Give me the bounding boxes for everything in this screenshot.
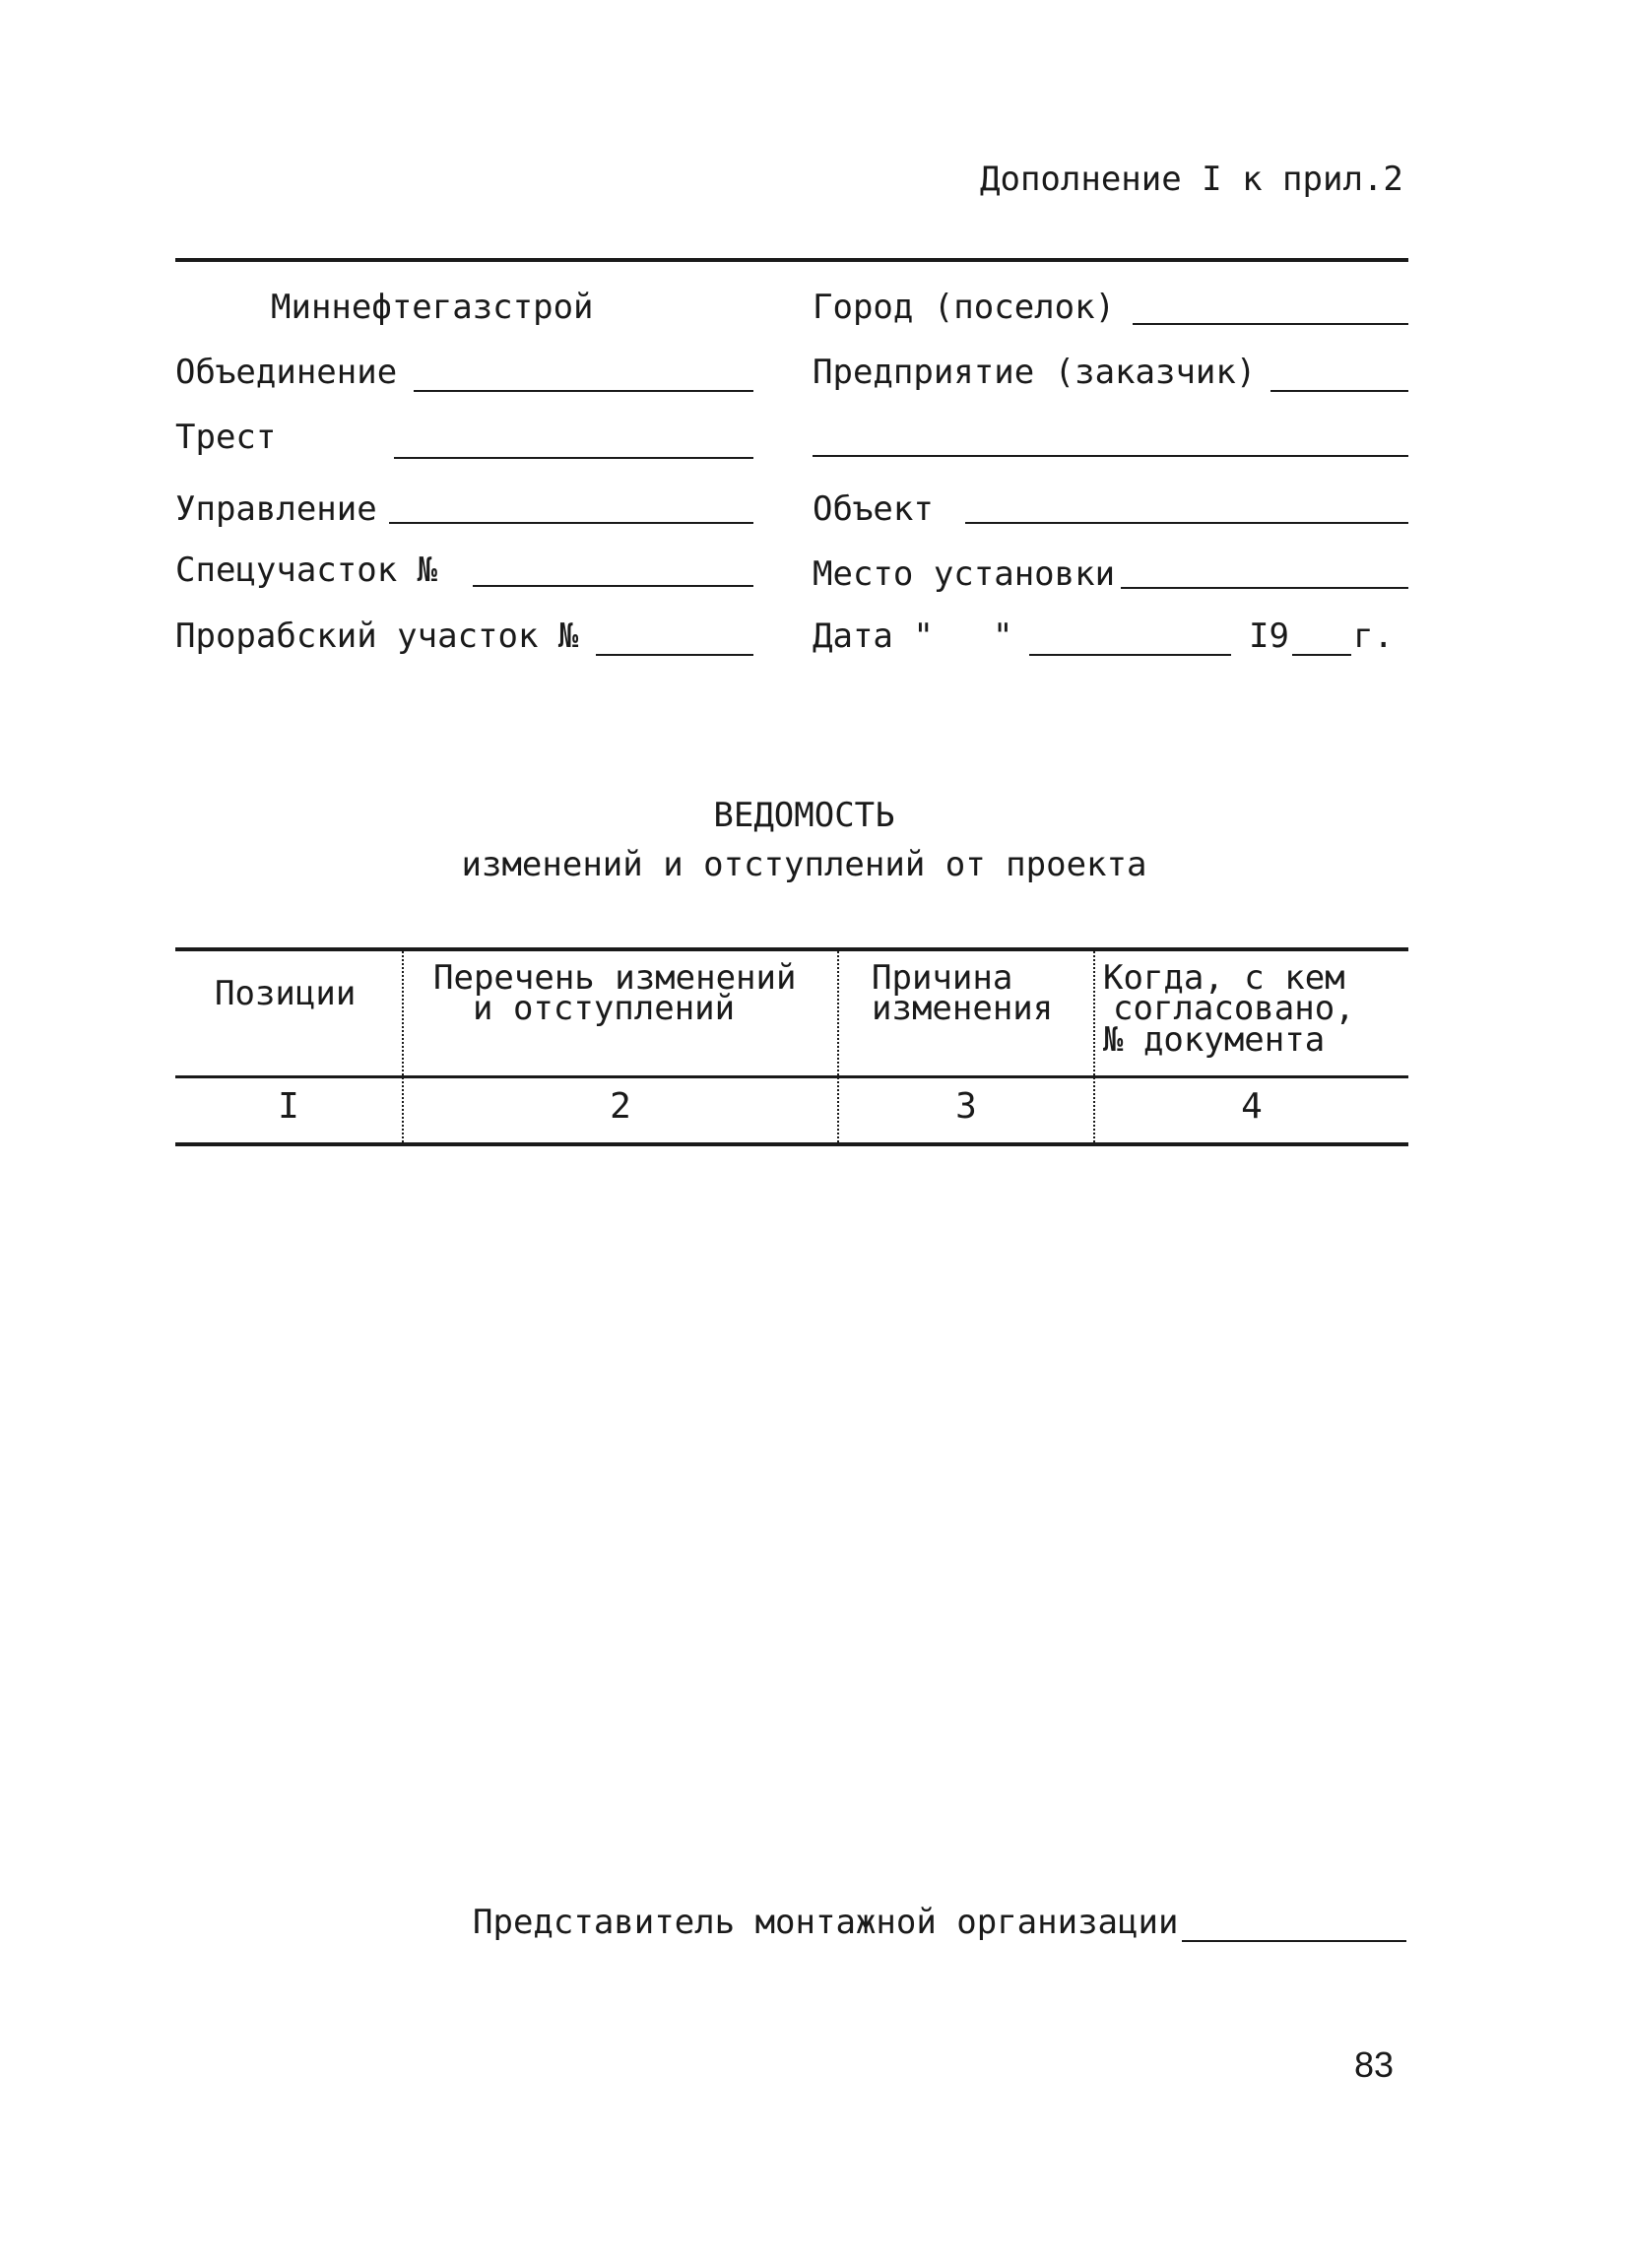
column-number: 3 [955, 1086, 977, 1127]
object-label: Объект [813, 489, 934, 529]
trust-field[interactable] [394, 457, 753, 459]
administration-label: Управление [175, 489, 377, 529]
enterprise-field[interactable] [1270, 390, 1408, 392]
header-changes-line1: Перечень изменений [433, 958, 797, 998]
foreman-section-field[interactable] [596, 654, 753, 656]
date-field[interactable] [1029, 654, 1231, 656]
table-header-rule [175, 1075, 1408, 1078]
install-place-field[interactable] [1121, 587, 1408, 589]
enterprise-field-line2[interactable] [813, 455, 1408, 457]
special-section-label: Спецучасток № [175, 551, 438, 590]
table-top-rule [175, 947, 1408, 951]
page-number: 83 [1354, 2044, 1395, 2085]
date-close-quote: " [993, 616, 1013, 656]
header-agreed-line1: Когда, с кем [1103, 958, 1345, 998]
header-positions: Позиции [215, 974, 357, 1013]
enterprise-label: Предприятие (заказчик) [813, 353, 1257, 392]
ministry-label: Миннефтегазстрой [271, 288, 594, 327]
year-prefix: I9 [1249, 616, 1289, 656]
object-field[interactable] [965, 522, 1408, 524]
year-suffix: г. [1353, 616, 1394, 656]
association-label: Объединение [175, 353, 398, 392]
year-field[interactable] [1292, 654, 1351, 656]
column-number: 2 [610, 1086, 631, 1127]
header-agreed-line3: № документа [1103, 1020, 1326, 1060]
supplement-label: Дополнение I к прил.2 [980, 160, 1403, 199]
administration-field[interactable] [389, 522, 753, 524]
header-reason-line1: Причина [872, 958, 1013, 998]
city-label: Город (поселок) [813, 288, 1116, 327]
date-label: Дата " [813, 616, 934, 656]
trust-label: Трест [175, 418, 277, 457]
representative-label: Представитель монтажной организации [473, 1903, 1179, 1942]
foreman-section-label: Прорабский участок № [175, 616, 579, 656]
header-reason-line2: изменения [872, 989, 1054, 1028]
column-number: 4 [1241, 1086, 1263, 1127]
column-number: I [278, 1086, 299, 1127]
city-field[interactable] [1133, 323, 1408, 325]
table-bottom-rule [175, 1142, 1408, 1146]
special-section-field[interactable] [473, 585, 753, 587]
document-subtitle: изменений и отступлений от проекта [461, 845, 1147, 884]
header-changes-line2: и отступлений [473, 989, 736, 1028]
header-agreed-line2: согласовано, [1113, 989, 1355, 1028]
representative-signature-field[interactable] [1182, 1940, 1406, 1942]
association-field[interactable] [414, 390, 753, 392]
document-title: ВЕДОМОСТЬ [713, 796, 895, 835]
top-rule [175, 258, 1408, 262]
install-place-label: Место установки [813, 554, 1116, 594]
